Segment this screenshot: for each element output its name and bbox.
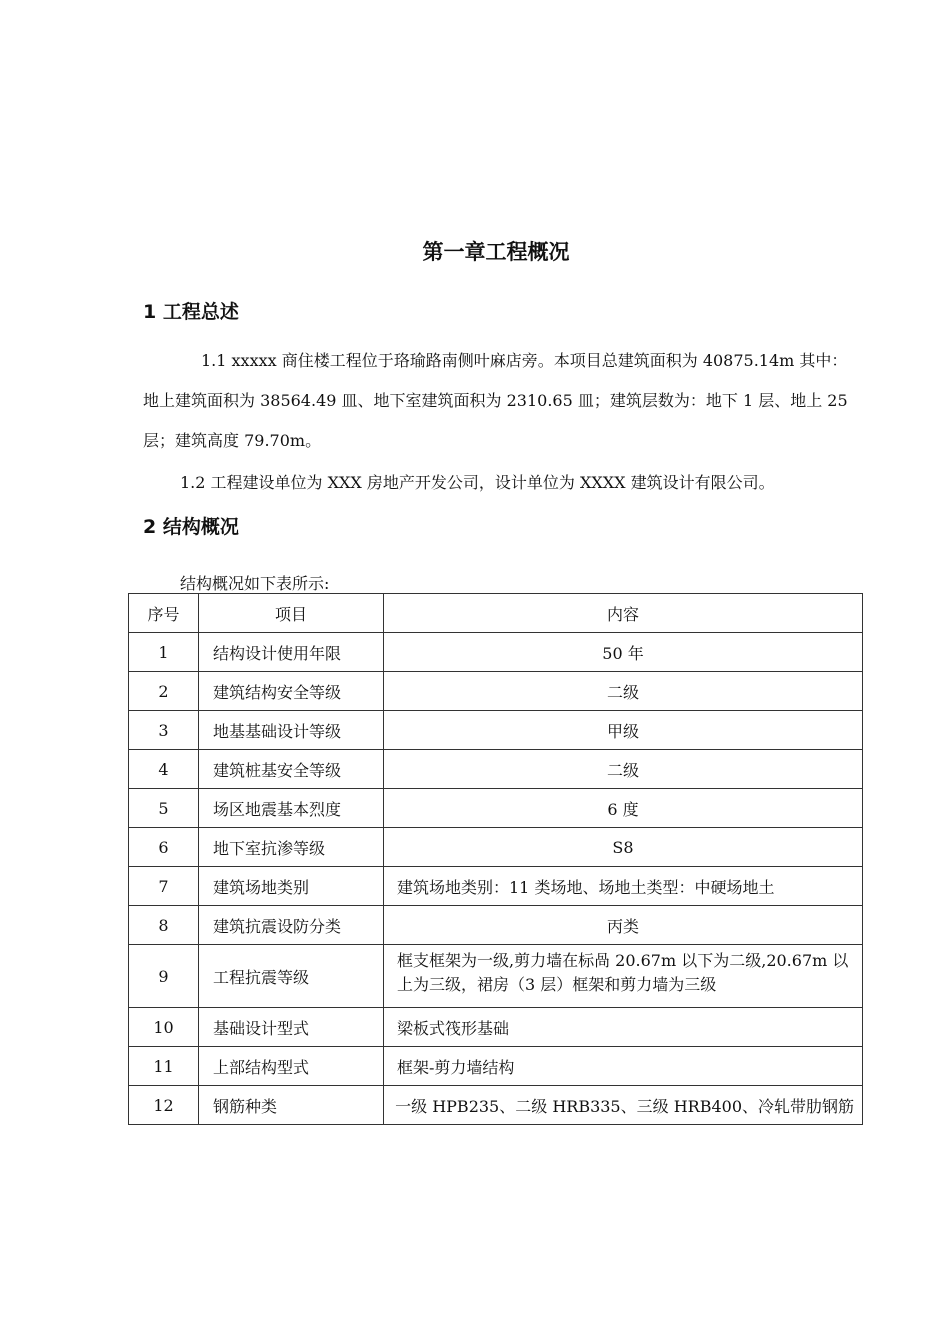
structure-table (128, 593, 863, 1125)
row-item: 地基基础设计等级 (199, 711, 384, 750)
table-row (129, 945, 863, 1008)
row-no: 5 (129, 789, 199, 828)
table-row (129, 867, 863, 906)
row-no: 8 (129, 906, 199, 945)
row-content: 框支框架为一级,剪力墙在标咼 20.67m 以下为二级,20.67m 以上为三级，裙房（3 层）框架和剪力墙为三级 (397, 951, 849, 994)
paragraph-project-parties: 1.2 工程建设单位为 XXX 房地产开发公司，设计单位为 XXXX 建筑设计有限公司。 (180, 473, 775, 492)
row-item: 建筑抗震设防分类 (199, 906, 384, 945)
row-item: 结构设计使用年限 (199, 633, 384, 672)
table-row (129, 1008, 863, 1047)
row-no: 2 (129, 672, 199, 711)
row-no: 6 (129, 828, 199, 867)
table-row (129, 633, 863, 672)
row-no: 11 (129, 1047, 199, 1086)
section-heading-overview: 1 工程总述 (143, 301, 239, 323)
row-item: 钢筋种类 (199, 1086, 384, 1125)
table-row (129, 828, 863, 867)
row-content: 甲级 (384, 711, 863, 750)
table-row (129, 1086, 863, 1125)
row-no: 1 (129, 633, 199, 672)
table-header-row (129, 594, 863, 633)
table-row (129, 750, 863, 789)
row-content: 一级 HPB235、二级 HRB335、三级 HRB400、冷轧带肋钢筋 (384, 1086, 863, 1125)
row-content: 丙类 (384, 906, 863, 945)
table-row (129, 711, 863, 750)
header-item: 项目 (199, 594, 384, 633)
row-content: 框架-剪力墙结构 (384, 1047, 863, 1086)
row-content: S8 (384, 828, 863, 867)
row-content: 建筑场地类别：11 类场地、场地土类型：中硬场地土 (384, 867, 863, 906)
chapter-title: 第一章工程概况 (422, 240, 570, 264)
header-content: 内容 (384, 594, 863, 633)
row-item: 地下室抗渗等级 (199, 828, 384, 867)
row-item: 建筑桩基安全等级 (199, 750, 384, 789)
row-no: 7 (129, 867, 199, 906)
row-no: 9 (129, 945, 199, 1008)
row-no: 10 (129, 1008, 199, 1047)
row-content: 梁板式筏形基础 (384, 1008, 863, 1047)
row-content: 二级 (384, 750, 863, 789)
table-row (129, 672, 863, 711)
table-row (129, 906, 863, 945)
row-item: 上部结构型式 (199, 1047, 384, 1086)
section-heading-structure: 2 结构概况 (143, 516, 239, 538)
row-item: 场区地震基本烈度 (199, 789, 384, 828)
header-no: 序号 (129, 594, 199, 633)
paragraph-project-location: 1.1 xxxxx 商住楼工程位于珞瑜路南侧叶麻店旁。本项目总建筑面积为 40875.14m 其中：地上建筑面积为 38564.49 皿、地下室建筑面积为 2310.65 皿；建筑层数为：地下 1 层、地上 25 层；建筑高度 79.70m。 (143, 351, 848, 450)
row-content-wrapper (384, 945, 863, 1008)
table-row (129, 1047, 863, 1086)
row-no: 4 (129, 750, 199, 789)
row-no: 12 (129, 1086, 199, 1125)
table-row (129, 789, 863, 828)
row-content: 50 年 (384, 633, 863, 672)
row-item: 建筑场地类别 (199, 867, 384, 906)
row-content: 6 度 (384, 789, 863, 828)
row-item: 工程抗震等级 (199, 945, 384, 1008)
row-content: 二级 (384, 672, 863, 711)
row-item: 建筑结构安全等级 (199, 672, 384, 711)
table-intro: 结构概况如下表所示: (180, 574, 330, 593)
row-no: 3 (129, 711, 199, 750)
row-item: 基础设计型式 (199, 1008, 384, 1047)
